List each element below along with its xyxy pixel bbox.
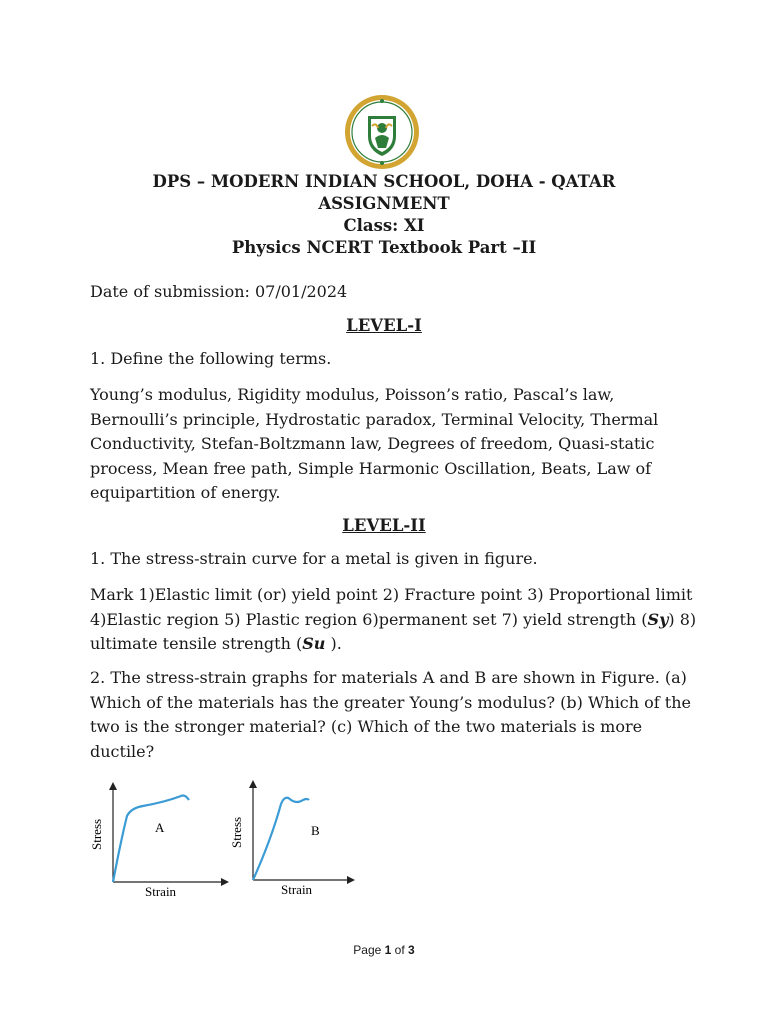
terms-line: process, Mean free path, Simple Harmonic Oscillation, Beats, Law of bbox=[90, 458, 652, 478]
level-1-heading: LEVEL-I bbox=[346, 316, 422, 335]
graph-b-label: B bbox=[311, 823, 320, 838]
level-2-question-1: 1. The stress-strain curve for a metal is given in figure. bbox=[90, 549, 538, 568]
document-type: ASSIGNMENT bbox=[318, 194, 450, 213]
question-line: two is the stronger material? (c) Which of the two materials is more bbox=[90, 717, 643, 736]
ultimate-strength-symbol: Su bbox=[302, 634, 326, 653]
graph-b-x-label: Strain bbox=[281, 882, 313, 897]
terms-line: equipartition of energy. bbox=[90, 483, 281, 502]
terms-line: Bernoulli’s principle, Hydrostatic paradox, Terminal Velocity, Thermal bbox=[90, 409, 659, 429]
graph-a-label: A bbox=[155, 820, 165, 835]
total-pages: 3 bbox=[408, 943, 415, 957]
graph-a bbox=[89, 782, 229, 899]
level-1-question-1: 1. Define the following terms. bbox=[90, 349, 332, 368]
mark-text: ) 8) bbox=[668, 609, 697, 629]
page-of: of bbox=[391, 943, 409, 957]
school-name: DPS – MODERN INDIAN SCHOOL, DOHA - QATAR bbox=[152, 172, 616, 191]
terms-paragraph bbox=[90, 383, 710, 506]
mark-text: ). bbox=[325, 634, 342, 653]
level-2-question-2 bbox=[90, 666, 710, 764]
yield-strength-symbol: Sy bbox=[647, 609, 669, 629]
question-line: ductile? bbox=[90, 741, 155, 761]
mark-text: 4)Elastic region 5) Plastic region 6)permanent set 7) yield strength ( bbox=[90, 609, 648, 629]
mark-line bbox=[90, 632, 710, 657]
mark-text: ultimate tensile strength ( bbox=[90, 634, 303, 653]
graph-b bbox=[229, 780, 355, 897]
graph-a-y-label: Stress bbox=[89, 818, 104, 850]
subject-line: Physics NCERT Textbook Part –II bbox=[231, 238, 537, 257]
mark-instructions bbox=[90, 583, 710, 657]
graph-b-curve bbox=[253, 798, 309, 880]
current-page: 1 bbox=[384, 943, 392, 957]
question-line: Which of the materials has the greater Young’s modulus? (b) Which of the bbox=[90, 692, 691, 712]
graph-a-x-label: Strain bbox=[145, 884, 177, 899]
question-line: 2. The stress-strain graphs for materials A and B are shown in Figure. (a) bbox=[90, 668, 687, 687]
graph-a-curve bbox=[113, 796, 189, 883]
page-number bbox=[0, 943, 768, 957]
terms-line: Conductivity, Stefan-Boltzmann law, Degrees of freedom, Quasi-static bbox=[90, 434, 655, 453]
submission-date: Date of submission: 07/01/2024 bbox=[90, 282, 348, 301]
level-2-heading: LEVEL-II bbox=[342, 516, 426, 535]
mark-line: Mark 1)Elastic limit (or) yield point 2) Fracture point 3) Proportional limit bbox=[90, 585, 693, 604]
class-line: Class: XI bbox=[343, 216, 425, 235]
terms-line: Young’s modulus, Rigidity modulus, Poisson’s ratio, Pascal’s law, bbox=[90, 385, 615, 404]
graph-b-y-label: Stress bbox=[229, 816, 244, 848]
stress-strain-figure bbox=[85, 780, 415, 910]
page-prefix: Page bbox=[353, 943, 385, 957]
mark-line bbox=[90, 608, 710, 633]
school-crest-logo bbox=[342, 92, 422, 172]
